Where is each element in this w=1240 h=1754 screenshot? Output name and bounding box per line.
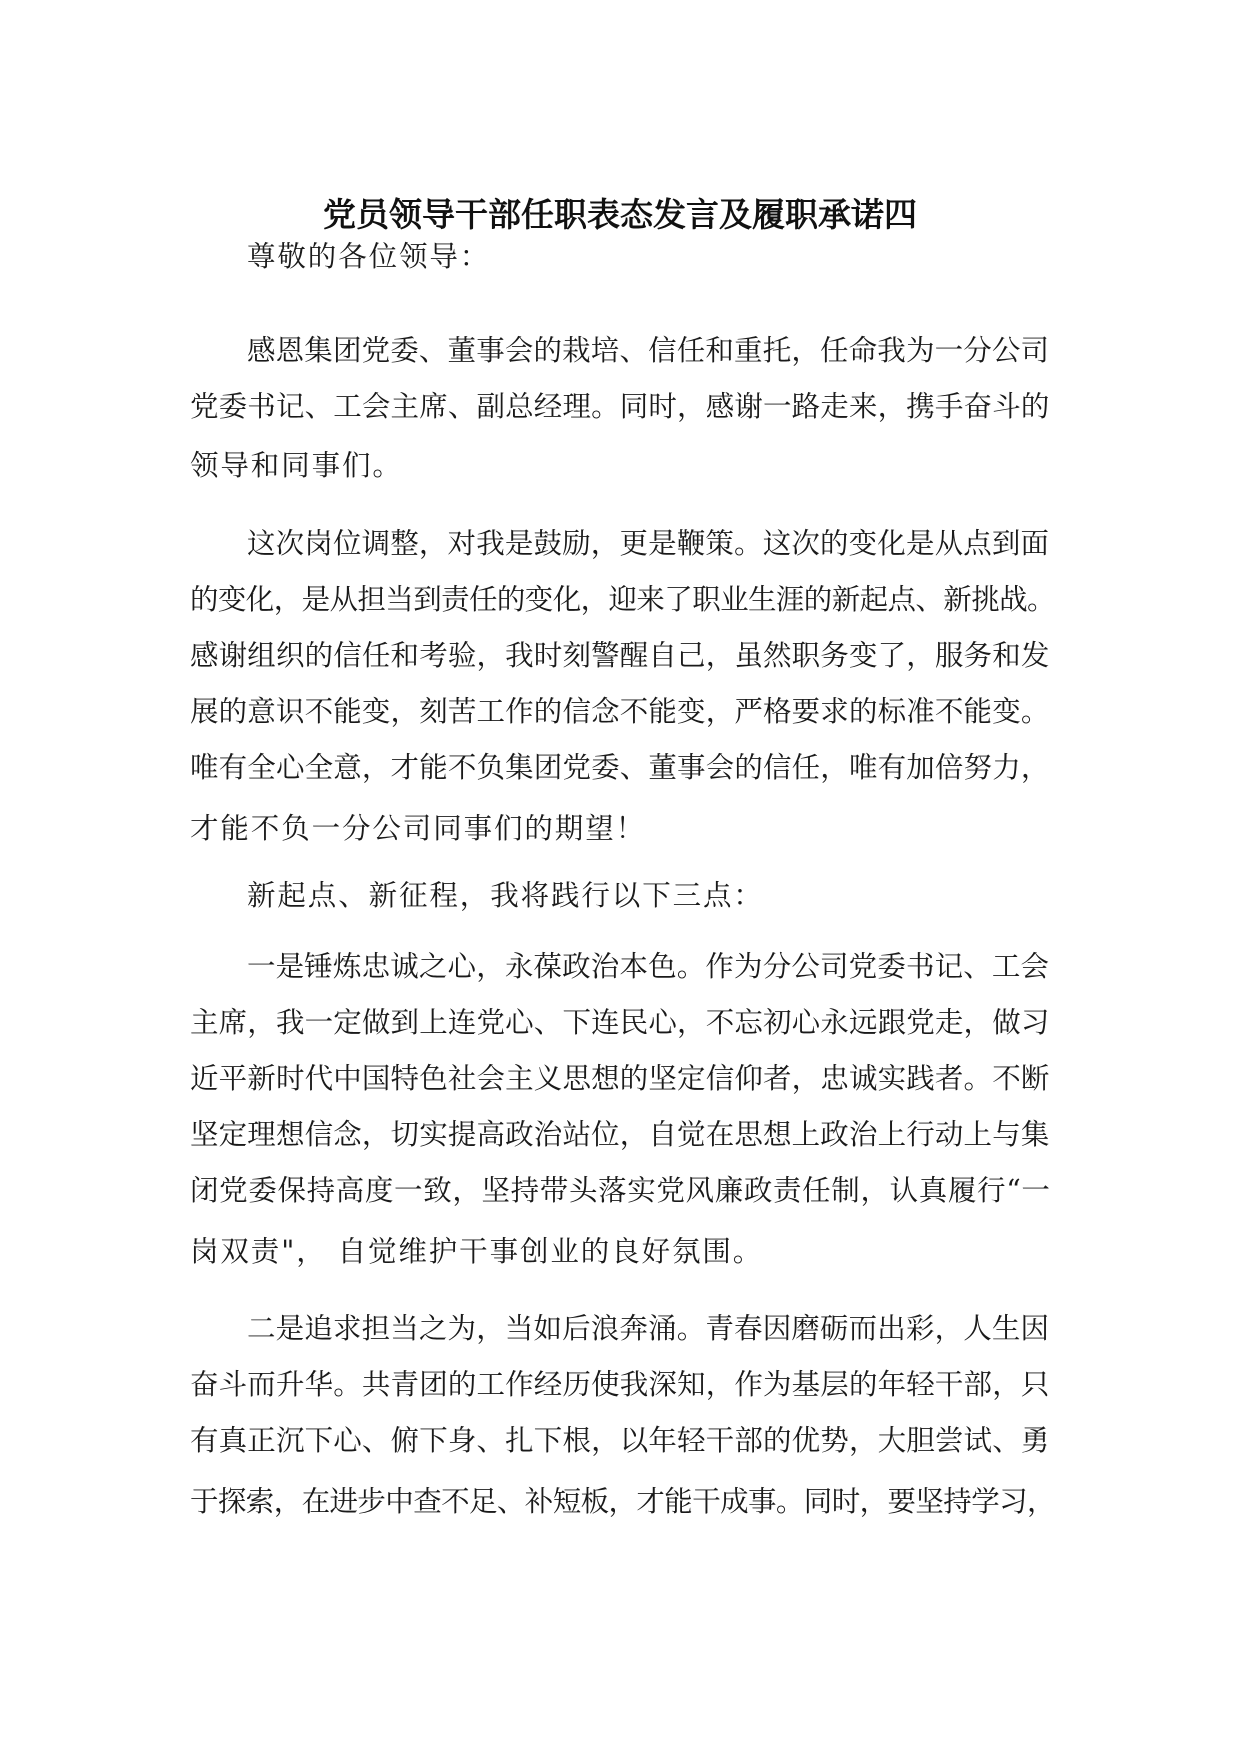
paragraph-line: 近平新时代中国特色社会主义思想的坚定信仰者，忠诚实践者。不断 xyxy=(190,1062,1050,1095)
paragraph-line: 感恩集团党委、董事会的栽培、信任和重托，任命我为一分公司 xyxy=(247,334,1050,367)
paragraph-line: 才能不负一分公司同事们的期望！ xyxy=(190,812,647,845)
paragraph-line: 感谢组织的信任和考验，我时刻警醒自己，虽然职务变了，服务和发 xyxy=(190,639,1050,672)
paragraph-line: 这次岗位调整，对我是鼓励，更是鞭策。这次的变化是从点到面 xyxy=(247,527,1050,560)
salutation-line: 尊敬的各位领导： xyxy=(247,240,491,273)
paragraph-line: 于探索，在进步中查不足、补短板，才能干成事。同时，要坚持学习， xyxy=(190,1485,1055,1518)
paragraph-line: 一是锤炼忠诚之心，永葆政治本色。作为分公司党委书记、工会 xyxy=(247,950,1050,983)
paragraph-line: 闭党委保持高度一致，坚持带头落实党风廉政责任制，认真履行“一 xyxy=(190,1174,1051,1207)
paragraph-line: 唯有全心全意，才能不负集团党委、董事会的信任，唯有加倍努力， xyxy=(190,751,1050,784)
document-title: 党员领导干部任职表态发言及履职承诺四 xyxy=(323,195,917,234)
paragraph-line: 二是追求担当之为，当如后浪奔涌。青春因磨砺而出彩，人生因 xyxy=(247,1312,1050,1345)
paragraph-line: 坚定理想信念，切实提高政治站位，自觉在思想上政治上行动上与集 xyxy=(190,1118,1050,1151)
paragraph-line: 岗双责"， 自觉维护干事创业的良好氛围。 xyxy=(190,1235,764,1268)
paragraph-line: 党委书记、工会主席、副总经理。同时，感谢一路走来，携手奋斗的 xyxy=(190,390,1050,423)
paragraph-line: 有真正沉下心、俯下身、扎下根，以年轻干部的优势，大胆尝试、勇 xyxy=(190,1424,1050,1457)
paragraph-line: 主席，我一定做到上连党心、下连民心，不忘初心永远跟党走，做习 xyxy=(190,1006,1050,1039)
paragraph-line: 领导和同事们。 xyxy=(190,449,403,482)
paragraph-line: 展的意识不能变，刻苦工作的信念不能变，严格要求的标准不能变。 xyxy=(190,695,1050,728)
paragraph-line: 新起点、新征程，我将践行以下三点： xyxy=(247,879,764,912)
paragraph-line: 奋斗而升华。共青团的工作经历使我深知，作为基层的年轻干部，只 xyxy=(190,1368,1050,1401)
paragraph-line: 的变化，是从担当到责任的变化，迎来了职业生涯的新起点、新挑战。 xyxy=(190,583,1055,616)
